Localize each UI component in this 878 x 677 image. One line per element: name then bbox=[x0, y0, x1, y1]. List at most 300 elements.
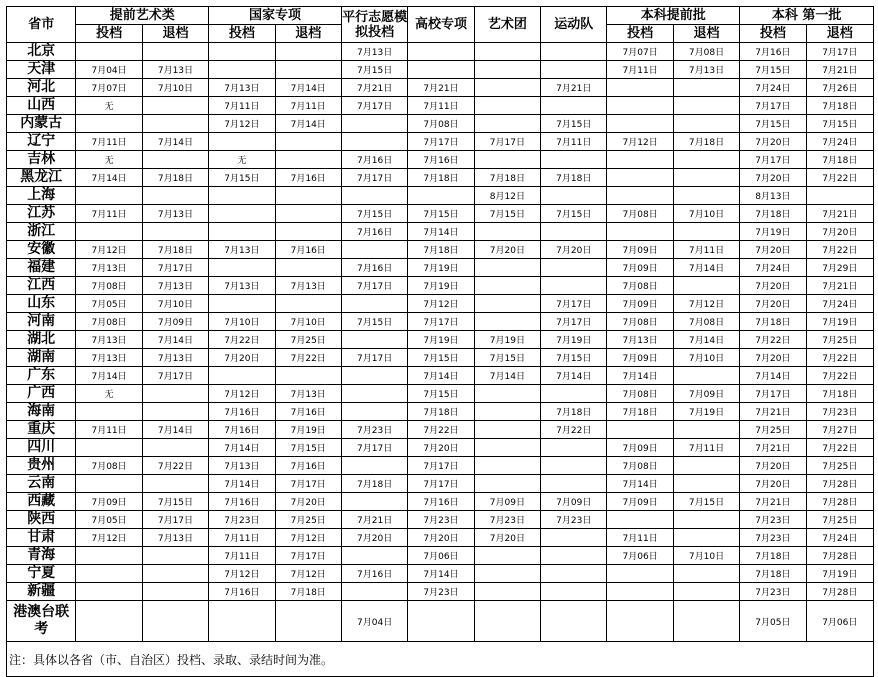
date-cell: 7月22日 bbox=[209, 331, 275, 349]
date-cell bbox=[76, 547, 142, 565]
table-row bbox=[7, 151, 874, 169]
date-cell bbox=[541, 475, 607, 493]
date-cell: 7月20日 bbox=[740, 277, 806, 295]
date-cell: 7月24日 bbox=[806, 295, 873, 313]
date-cell bbox=[474, 295, 540, 313]
date-cell: 7月17日 bbox=[341, 349, 407, 367]
date-cell bbox=[673, 115, 739, 133]
date-cell bbox=[408, 187, 474, 205]
date-cell: 7月15日 bbox=[341, 61, 407, 79]
province-cell: 河北 bbox=[7, 79, 76, 97]
province-cell: 宁夏 bbox=[7, 565, 76, 583]
date-cell bbox=[474, 385, 540, 403]
date-cell: 7月18日 bbox=[541, 169, 607, 187]
date-cell: 7月28日 bbox=[806, 547, 873, 565]
date-cell bbox=[474, 43, 540, 61]
date-cell: 7月08日 bbox=[607, 313, 673, 331]
date-cell: 7月08日 bbox=[607, 385, 673, 403]
date-cell: 7月20日 bbox=[740, 475, 806, 493]
col-header-national-special: 国家专项 bbox=[209, 7, 342, 25]
date-cell: 7月22日 bbox=[806, 349, 873, 367]
date-cell bbox=[607, 565, 673, 583]
date-cell: 7月15日 bbox=[209, 169, 275, 187]
date-cell bbox=[607, 79, 673, 97]
date-cell: 7月20日 bbox=[408, 529, 474, 547]
date-cell: 7月12日 bbox=[607, 133, 673, 151]
date-cell bbox=[275, 187, 341, 205]
table-row bbox=[7, 133, 874, 151]
date-cell bbox=[673, 601, 739, 642]
date-cell: 7月19日 bbox=[408, 331, 474, 349]
date-cell: 7月18日 bbox=[408, 241, 474, 259]
date-cell: 7月19日 bbox=[408, 277, 474, 295]
date-cell: 7月15日 bbox=[673, 493, 739, 511]
date-cell: 7月18日 bbox=[673, 133, 739, 151]
date-cell: 7月20日 bbox=[275, 493, 341, 511]
date-cell: 7月13日 bbox=[76, 349, 142, 367]
table-row bbox=[7, 565, 874, 583]
col-header-first-batch: 本科 第一批 bbox=[740, 7, 874, 25]
date-cell: 7月14日 bbox=[76, 367, 142, 385]
date-cell: 7月14日 bbox=[142, 331, 208, 349]
province-cell: 青海 bbox=[7, 547, 76, 565]
province-cell: 辽宁 bbox=[7, 133, 76, 151]
date-cell bbox=[474, 79, 540, 97]
date-cell: 7月18日 bbox=[541, 403, 607, 421]
date-cell: 7月14日 bbox=[76, 169, 142, 187]
date-cell: 7月15日 bbox=[541, 205, 607, 223]
date-cell: 7月20日 bbox=[541, 241, 607, 259]
province-cell: 贵州 bbox=[7, 457, 76, 475]
date-cell: 7月10日 bbox=[142, 79, 208, 97]
date-cell bbox=[474, 223, 540, 241]
date-cell: 7月23日 bbox=[341, 421, 407, 439]
table-row bbox=[7, 115, 874, 133]
date-cell bbox=[408, 601, 474, 642]
table-row bbox=[7, 43, 874, 61]
date-cell: 7月25日 bbox=[275, 511, 341, 529]
date-cell: 7月18日 bbox=[474, 169, 540, 187]
date-cell: 7月15日 bbox=[474, 205, 540, 223]
date-cell: 7月25日 bbox=[740, 421, 806, 439]
table-row bbox=[7, 295, 874, 313]
date-cell bbox=[341, 187, 407, 205]
date-cell: 7月10日 bbox=[673, 205, 739, 223]
date-cell: 7月18日 bbox=[806, 97, 873, 115]
date-cell: 7月19日 bbox=[673, 403, 739, 421]
date-cell bbox=[341, 547, 407, 565]
date-cell bbox=[607, 421, 673, 439]
date-cell bbox=[209, 259, 275, 277]
date-cell bbox=[474, 421, 540, 439]
date-cell: 7月23日 bbox=[209, 511, 275, 529]
date-cell: 7月09日 bbox=[76, 493, 142, 511]
date-cell: 7月16日 bbox=[408, 493, 474, 511]
date-cell: 7月17日 bbox=[341, 439, 407, 457]
date-cell: 7月17日 bbox=[341, 277, 407, 295]
date-cell bbox=[341, 583, 407, 601]
date-cell bbox=[673, 367, 739, 385]
table-row bbox=[7, 493, 874, 511]
table-row bbox=[7, 169, 874, 187]
table-row bbox=[7, 79, 874, 97]
date-cell: 7月20日 bbox=[740, 457, 806, 475]
date-cell bbox=[142, 97, 208, 115]
date-cell: 7月23日 bbox=[541, 511, 607, 529]
date-cell: 7月15日 bbox=[275, 439, 341, 457]
date-cell bbox=[209, 205, 275, 223]
date-cell: 7月09日 bbox=[474, 493, 540, 511]
date-cell bbox=[673, 223, 739, 241]
date-cell: 7月08日 bbox=[673, 43, 739, 61]
date-cell: 7月11日 bbox=[209, 529, 275, 547]
date-cell bbox=[408, 43, 474, 61]
date-cell: 无 bbox=[76, 97, 142, 115]
date-cell bbox=[673, 277, 739, 295]
province-cell: 海南 bbox=[7, 403, 76, 421]
date-cell: 7月11日 bbox=[209, 97, 275, 115]
date-cell: 7月17日 bbox=[341, 97, 407, 115]
date-cell bbox=[541, 223, 607, 241]
date-cell: 7月12日 bbox=[275, 565, 341, 583]
date-cell: 7月13日 bbox=[142, 529, 208, 547]
province-cell: 内蒙古 bbox=[7, 115, 76, 133]
date-cell: 7月23日 bbox=[740, 511, 806, 529]
date-cell: 7月15日 bbox=[341, 313, 407, 331]
date-cell: 7月16日 bbox=[209, 403, 275, 421]
date-cell: 8月13日 bbox=[740, 187, 806, 205]
subheader-return: 退档 bbox=[806, 25, 873, 43]
date-cell bbox=[76, 439, 142, 457]
date-cell bbox=[474, 601, 540, 642]
date-cell bbox=[341, 133, 407, 151]
date-cell bbox=[142, 565, 208, 583]
date-cell: 7月20日 bbox=[740, 349, 806, 367]
date-cell: 7月27日 bbox=[806, 421, 873, 439]
date-cell: 7月06日 bbox=[408, 547, 474, 565]
date-cell bbox=[76, 601, 142, 642]
date-cell bbox=[673, 421, 739, 439]
date-cell bbox=[474, 61, 540, 79]
date-cell bbox=[474, 115, 540, 133]
date-cell: 7月05日 bbox=[76, 295, 142, 313]
date-cell: 7月19日 bbox=[474, 331, 540, 349]
date-cell: 7月24日 bbox=[806, 133, 873, 151]
date-cell: 7月25日 bbox=[806, 457, 873, 475]
date-cell bbox=[341, 385, 407, 403]
date-cell: 7月18日 bbox=[740, 547, 806, 565]
date-cell bbox=[76, 403, 142, 421]
date-cell: 7月28日 bbox=[806, 475, 873, 493]
date-cell bbox=[341, 331, 407, 349]
date-cell: 7月13日 bbox=[209, 277, 275, 295]
table-row bbox=[7, 601, 874, 642]
date-cell: 7月12日 bbox=[673, 295, 739, 313]
date-cell: 7月11日 bbox=[408, 97, 474, 115]
table-row bbox=[7, 547, 874, 565]
date-cell bbox=[673, 97, 739, 115]
date-cell: 7月09日 bbox=[607, 349, 673, 367]
date-cell: 7月09日 bbox=[607, 493, 673, 511]
date-cell: 7月05日 bbox=[76, 511, 142, 529]
date-cell bbox=[76, 115, 142, 133]
table-row bbox=[7, 223, 874, 241]
date-cell: 7月18日 bbox=[607, 403, 673, 421]
date-cell bbox=[275, 295, 341, 313]
table-row bbox=[7, 583, 874, 601]
date-cell: 7月15日 bbox=[408, 205, 474, 223]
date-cell bbox=[607, 511, 673, 529]
date-cell bbox=[806, 187, 873, 205]
province-cell: 港澳台联考 bbox=[7, 601, 76, 642]
date-cell: 7月17日 bbox=[541, 313, 607, 331]
date-cell bbox=[142, 475, 208, 493]
date-cell: 7月21日 bbox=[806, 205, 873, 223]
date-cell bbox=[673, 79, 739, 97]
date-cell: 7月16日 bbox=[275, 169, 341, 187]
date-cell: 7月13日 bbox=[142, 277, 208, 295]
date-cell: 7月08日 bbox=[607, 205, 673, 223]
date-cell: 7月22日 bbox=[408, 421, 474, 439]
date-cell bbox=[541, 151, 607, 169]
date-cell bbox=[76, 565, 142, 583]
date-cell bbox=[408, 61, 474, 79]
date-cell bbox=[142, 187, 208, 205]
date-cell bbox=[474, 313, 540, 331]
date-cell bbox=[142, 583, 208, 601]
date-cell: 7月22日 bbox=[740, 331, 806, 349]
table-row bbox=[7, 529, 874, 547]
col-header-sports-team: 运动队 bbox=[541, 7, 607, 43]
date-cell: 7月23日 bbox=[806, 403, 873, 421]
date-cell bbox=[275, 43, 341, 61]
province-cell: 甘肃 bbox=[7, 529, 76, 547]
date-cell: 7月28日 bbox=[806, 493, 873, 511]
date-cell bbox=[209, 295, 275, 313]
date-cell: 7月09日 bbox=[607, 259, 673, 277]
date-cell: 7月18日 bbox=[142, 241, 208, 259]
date-cell: 7月23日 bbox=[408, 511, 474, 529]
date-cell bbox=[541, 61, 607, 79]
date-cell bbox=[275, 151, 341, 169]
date-cell: 7月14日 bbox=[275, 115, 341, 133]
date-cell: 7月08日 bbox=[76, 457, 142, 475]
header-row-1 bbox=[7, 7, 874, 25]
date-cell bbox=[673, 565, 739, 583]
date-cell bbox=[474, 259, 540, 277]
date-cell: 7月20日 bbox=[740, 169, 806, 187]
date-cell: 7月12日 bbox=[76, 241, 142, 259]
province-cell: 广西 bbox=[7, 385, 76, 403]
province-cell: 西藏 bbox=[7, 493, 76, 511]
date-cell: 7月19日 bbox=[740, 223, 806, 241]
province-cell: 江西 bbox=[7, 277, 76, 295]
table-row bbox=[7, 385, 874, 403]
date-cell: 7月09日 bbox=[607, 439, 673, 457]
date-cell: 7月11日 bbox=[607, 529, 673, 547]
admission-schedule bbox=[6, 6, 874, 677]
date-cell: 7月06日 bbox=[806, 601, 873, 642]
table-row bbox=[7, 241, 874, 259]
date-cell bbox=[541, 43, 607, 61]
date-cell bbox=[673, 583, 739, 601]
col-header-art-troupe: 艺术团 bbox=[474, 7, 540, 43]
date-cell: 7月18日 bbox=[408, 169, 474, 187]
province-cell: 四川 bbox=[7, 439, 76, 457]
date-cell: 7月08日 bbox=[76, 313, 142, 331]
table-row bbox=[7, 97, 874, 115]
date-cell: 7月22日 bbox=[541, 421, 607, 439]
date-cell: 7月13日 bbox=[76, 259, 142, 277]
date-cell: 7月16日 bbox=[275, 457, 341, 475]
note-row bbox=[7, 642, 874, 677]
date-cell: 7月20日 bbox=[408, 439, 474, 457]
date-cell bbox=[607, 187, 673, 205]
date-cell: 7月20日 bbox=[341, 529, 407, 547]
date-cell: 7月22日 bbox=[806, 241, 873, 259]
province-cell: 湖北 bbox=[7, 331, 76, 349]
date-cell: 7月04日 bbox=[341, 601, 407, 642]
date-cell: 7月16日 bbox=[275, 241, 341, 259]
date-cell bbox=[142, 223, 208, 241]
province-cell: 河南 bbox=[7, 313, 76, 331]
province-cell: 重庆 bbox=[7, 421, 76, 439]
date-cell bbox=[76, 223, 142, 241]
date-cell bbox=[474, 457, 540, 475]
date-cell: 7月07日 bbox=[76, 79, 142, 97]
date-cell bbox=[607, 583, 673, 601]
date-cell bbox=[474, 151, 540, 169]
date-cell bbox=[673, 187, 739, 205]
date-cell: 7月18日 bbox=[740, 565, 806, 583]
date-cell bbox=[209, 61, 275, 79]
date-cell: 7月15日 bbox=[740, 61, 806, 79]
date-cell bbox=[673, 169, 739, 187]
date-cell: 7月13日 bbox=[209, 241, 275, 259]
date-cell: 7月22日 bbox=[806, 169, 873, 187]
table-row bbox=[7, 367, 874, 385]
date-cell: 7月14日 bbox=[209, 475, 275, 493]
date-cell: 7月17日 bbox=[806, 43, 873, 61]
date-cell: 7月15日 bbox=[341, 205, 407, 223]
date-cell: 7月16日 bbox=[341, 565, 407, 583]
date-cell: 7月17日 bbox=[275, 475, 341, 493]
date-cell: 7月15日 bbox=[142, 493, 208, 511]
date-cell: 7月13日 bbox=[209, 457, 275, 475]
date-cell: 7月15日 bbox=[408, 349, 474, 367]
date-cell: 7月10日 bbox=[673, 547, 739, 565]
date-cell: 7月21日 bbox=[341, 511, 407, 529]
date-cell bbox=[541, 457, 607, 475]
date-cell: 7月13日 bbox=[275, 385, 341, 403]
date-cell: 7月09日 bbox=[541, 493, 607, 511]
date-cell bbox=[209, 223, 275, 241]
date-cell bbox=[541, 187, 607, 205]
date-cell bbox=[341, 241, 407, 259]
date-cell: 7月23日 bbox=[740, 583, 806, 601]
table-row bbox=[7, 403, 874, 421]
date-cell: 7月22日 bbox=[275, 349, 341, 367]
date-cell: 7月12日 bbox=[275, 529, 341, 547]
date-cell: 7月16日 bbox=[740, 43, 806, 61]
date-cell bbox=[142, 403, 208, 421]
date-cell bbox=[142, 43, 208, 61]
date-cell: 7月17日 bbox=[408, 313, 474, 331]
date-cell: 7月16日 bbox=[209, 493, 275, 511]
date-cell: 7月08日 bbox=[607, 457, 673, 475]
date-cell: 7月17日 bbox=[142, 511, 208, 529]
date-cell: 7月17日 bbox=[275, 547, 341, 565]
date-cell: 7月21日 bbox=[341, 79, 407, 97]
date-cell: 7月10日 bbox=[275, 313, 341, 331]
date-cell: 7月22日 bbox=[142, 457, 208, 475]
date-cell: 7月12日 bbox=[209, 115, 275, 133]
subheader-submit: 投档 bbox=[76, 25, 142, 43]
subheader-submit: 投档 bbox=[607, 25, 673, 43]
date-cell: 7月18日 bbox=[275, 583, 341, 601]
date-cell: 7月14日 bbox=[740, 367, 806, 385]
col-header-early-art: 提前艺术类 bbox=[76, 7, 209, 25]
date-cell bbox=[142, 601, 208, 642]
date-cell: 7月15日 bbox=[541, 115, 607, 133]
date-cell bbox=[275, 259, 341, 277]
date-cell: 7月16日 bbox=[275, 403, 341, 421]
date-cell: 7月21日 bbox=[740, 493, 806, 511]
table-body bbox=[7, 43, 874, 642]
date-cell: 7月19日 bbox=[408, 259, 474, 277]
province-cell: 新疆 bbox=[7, 583, 76, 601]
date-cell bbox=[142, 151, 208, 169]
date-cell bbox=[76, 475, 142, 493]
date-cell: 7月19日 bbox=[275, 421, 341, 439]
table-row bbox=[7, 439, 874, 457]
date-cell: 7月17日 bbox=[341, 169, 407, 187]
date-cell bbox=[541, 547, 607, 565]
date-cell: 无 bbox=[209, 151, 275, 169]
province-cell: 陕西 bbox=[7, 511, 76, 529]
date-cell: 7月07日 bbox=[607, 43, 673, 61]
date-cell: 无 bbox=[76, 385, 142, 403]
date-cell: 7月23日 bbox=[408, 583, 474, 601]
table-row bbox=[7, 511, 874, 529]
province-cell: 江苏 bbox=[7, 205, 76, 223]
date-cell bbox=[275, 367, 341, 385]
date-cell bbox=[474, 97, 540, 115]
date-cell: 7月11日 bbox=[76, 205, 142, 223]
date-cell: 7月28日 bbox=[806, 583, 873, 601]
date-cell: 7月25日 bbox=[806, 511, 873, 529]
date-cell: 7月15日 bbox=[474, 349, 540, 367]
date-cell bbox=[673, 475, 739, 493]
date-cell: 7月08日 bbox=[673, 313, 739, 331]
table-row bbox=[7, 187, 874, 205]
col-header-parallel-mock: 平行志愿模拟投档 bbox=[341, 7, 407, 43]
date-cell: 7月17日 bbox=[740, 385, 806, 403]
date-cell bbox=[541, 583, 607, 601]
date-cell: 7月16日 bbox=[209, 583, 275, 601]
date-cell bbox=[341, 115, 407, 133]
date-cell: 7月20日 bbox=[806, 223, 873, 241]
date-cell bbox=[209, 601, 275, 642]
date-cell: 7月15日 bbox=[541, 349, 607, 367]
date-cell: 7月20日 bbox=[209, 349, 275, 367]
date-cell: 7月11日 bbox=[76, 421, 142, 439]
date-cell: 7月20日 bbox=[474, 241, 540, 259]
date-cell: 7月14日 bbox=[142, 421, 208, 439]
date-cell: 7月17日 bbox=[740, 151, 806, 169]
date-cell: 7月16日 bbox=[408, 151, 474, 169]
date-cell bbox=[474, 439, 540, 457]
